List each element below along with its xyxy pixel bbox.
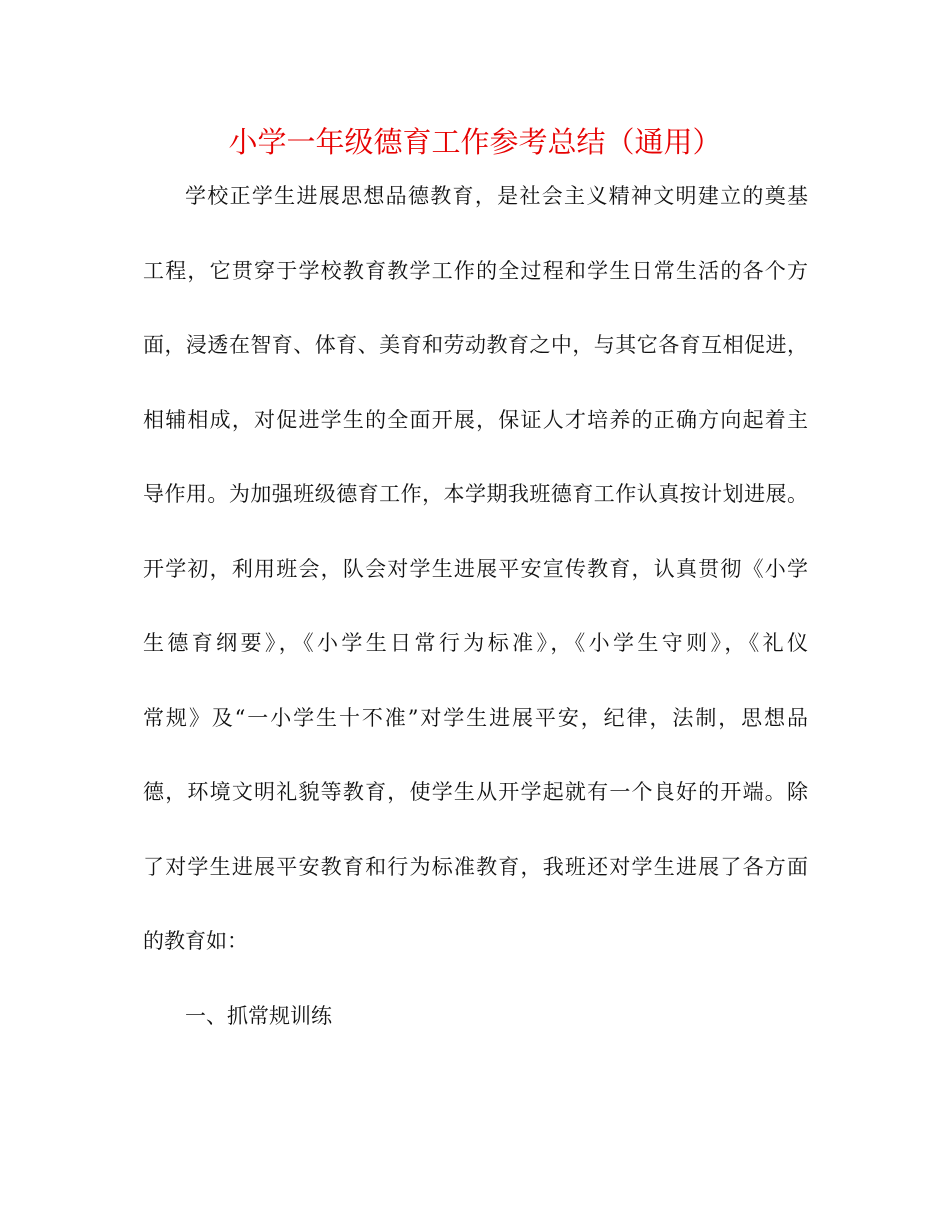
paragraph-line: 导作用。为加强班级德育工作，本学期我班德育工作认真按计划进展。: [143, 482, 808, 506]
paragraph-line: 开学初，利用班会，队会对学生进展平安宣传教育，认真贯彻《小学: [143, 556, 808, 581]
paragraph-line: 面，浸透在智育、体育、美育和劳动教育之中，与其它各育互相促进，: [143, 333, 808, 357]
paragraph-line: 相辅相成，对促进学生的全面开展，保证人才培养的正确方向起着主: [143, 407, 808, 432]
paragraph-line: 生德育纲要》，《小学生日常行为标准》，《小学生守则》，《礼仪: [143, 631, 808, 655]
document-title: 小学一年级德育工作参考总结（通用）: [228, 125, 722, 159]
section-heading: 一、抓常规训练: [185, 1003, 332, 1028]
paragraph-line: 的教育如：: [143, 929, 248, 953]
paragraph-line: 学校正学生进展思想品德教育，是社会主义精神文明建立的奠基: [185, 184, 808, 208]
paragraph-line: 德，环境文明礼貌等教育，使学生从开学起就有一个良好的开端。除: [143, 780, 808, 804]
paragraph-line: 常规》及“一小学生十不准”对学生进展平安，纪律，法制，思想品: [143, 705, 808, 730]
paragraph-line: 了对学生进展平安教育和行为标准教育，我班还对学生进展了各方面: [143, 854, 808, 879]
document-body: [143, 170, 808, 1042]
paragraph-line: 工程，它贯穿于学校教育教学工作的全过程和学生日常生活的各个方: [143, 258, 808, 283]
